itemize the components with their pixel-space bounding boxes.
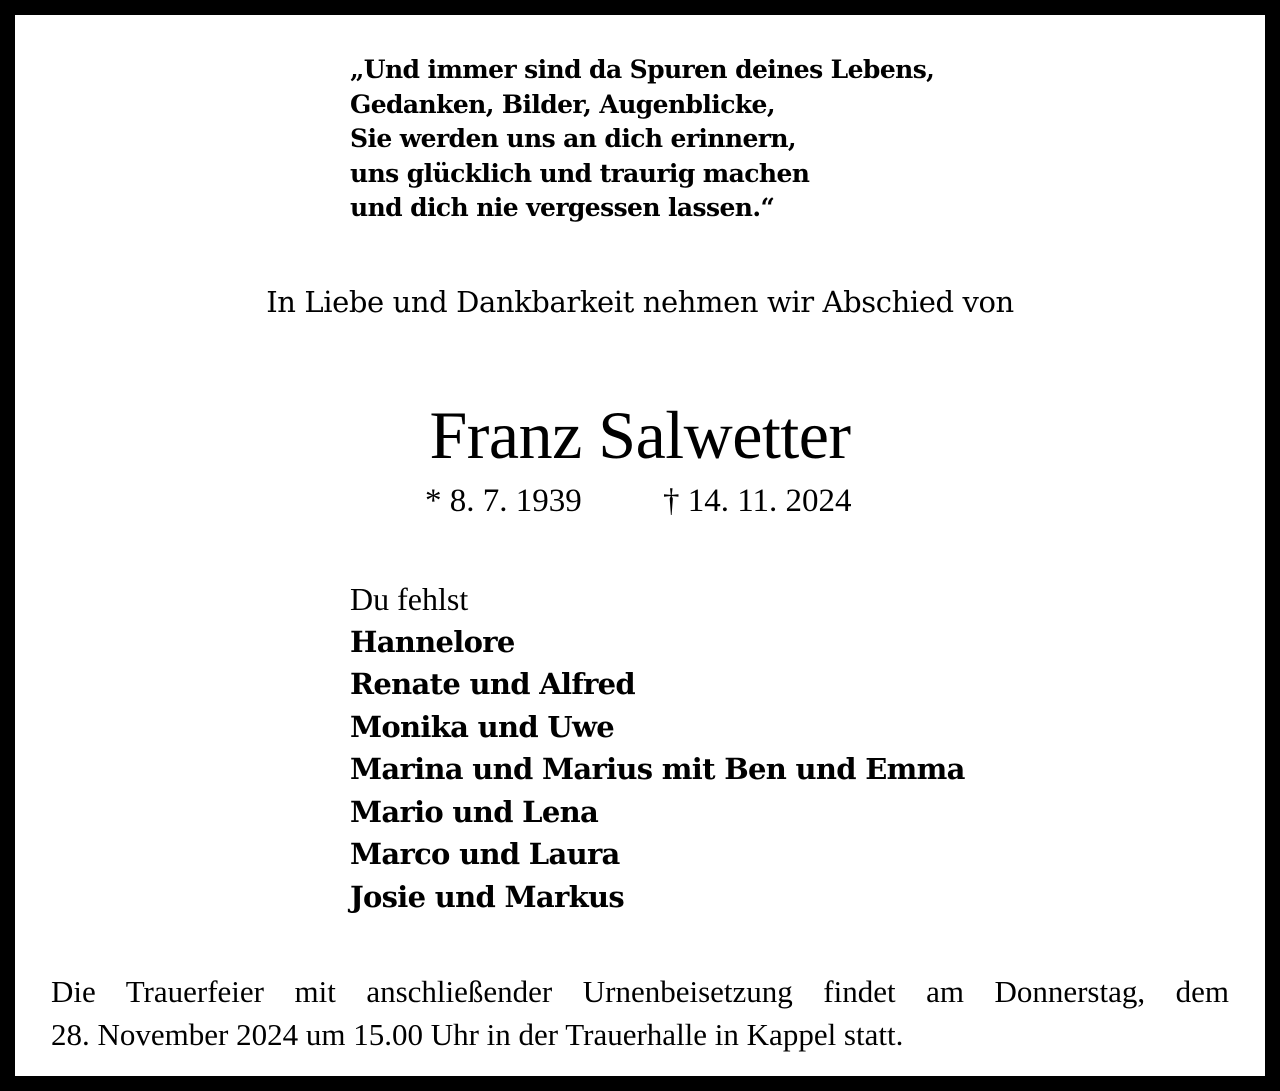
mourner-name: Monika und Uwe: [350, 709, 614, 744]
notice-line: Die Trauerfeier mit anschließender Urnenbeisetzung findet am Donnerstag, dem: [51, 974, 1229, 1009]
mourner-name: Mario und Lena: [350, 794, 599, 829]
mourners-lead: Du fehlst: [350, 581, 469, 617]
mourner-name: Marco und Laura: [350, 837, 620, 871]
farewell-intro: In Liebe und Dankbarkeit nehmen wir Abschied von: [266, 285, 1014, 319]
quote-line: „Und immer sind da Spuren deines Lebens,: [350, 55, 935, 84]
mourner-name: Hannelore: [350, 624, 515, 659]
mourners-list: [350, 578, 965, 918]
quote-line: Gedanken, Bilder, Augenblicke,: [350, 89, 775, 119]
birth-date: * 8. 7. 1939: [425, 483, 582, 519]
notice-line: 28. November 2024 um 15.00 Uhr in der Trauerhalle in Kappel statt.: [51, 1017, 904, 1052]
quote-line: und dich nie vergessen lassen.“: [350, 193, 775, 222]
quote-line: Sie werden uns an dich erinnern,: [350, 124, 796, 153]
death-date: † 14. 11. 2024: [663, 483, 852, 519]
funeral-service-notice: [51, 970, 1229, 1056]
mourner-name: Marina und Marius mit Ben und Emma: [350, 752, 965, 786]
mourner-name: Renate und Alfred: [350, 667, 636, 701]
mourner-name: Josie und Markus: [350, 879, 624, 914]
memorial-quote: [350, 53, 934, 226]
quote-line: uns glücklich und traurig machen: [350, 158, 810, 188]
deceased-name: Franz Salwetter: [429, 397, 851, 473]
